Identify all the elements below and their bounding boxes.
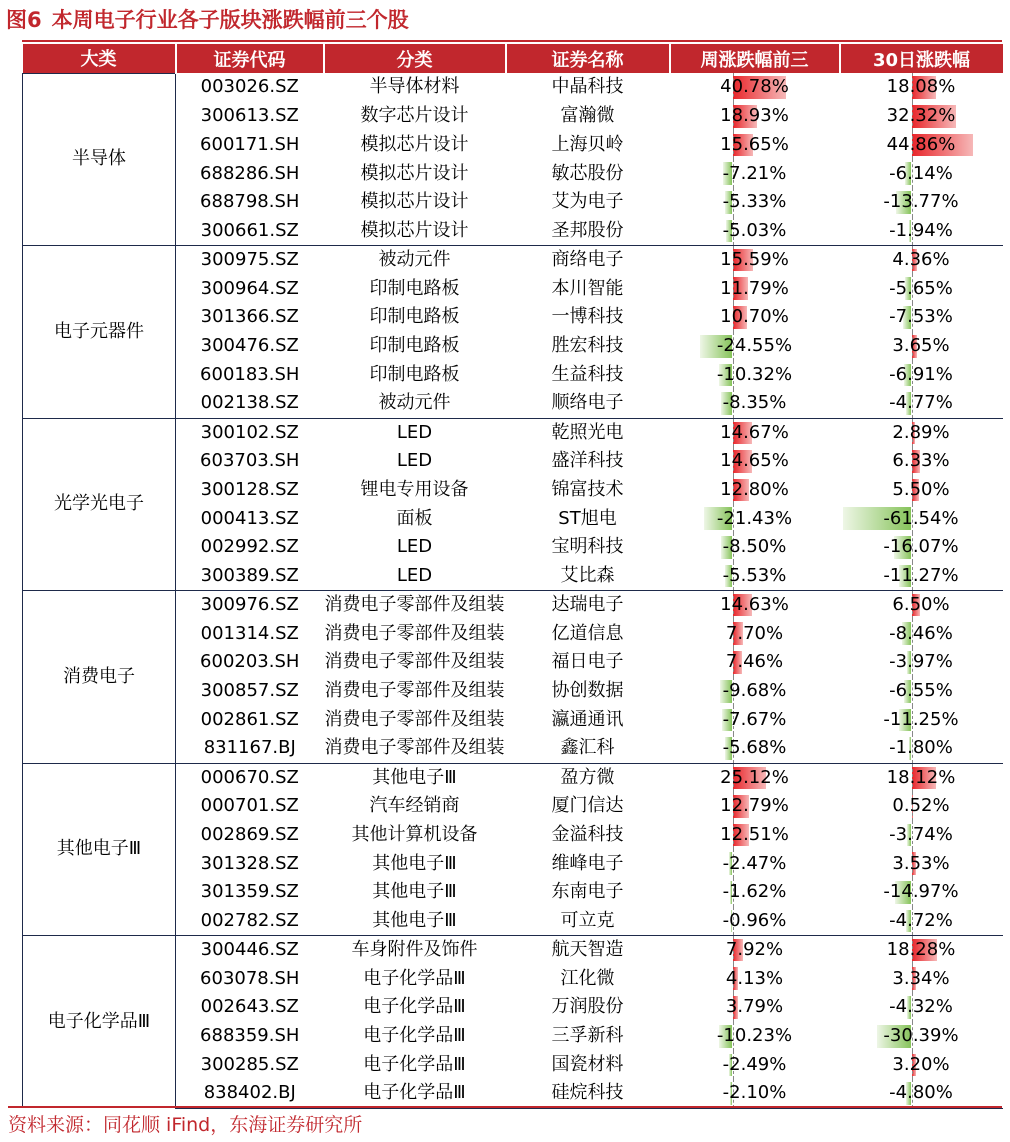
name-cell: 可立克: [506, 907, 670, 936]
week-change-value: -7.67%: [722, 708, 787, 730]
m30-change-cell: [840, 274, 1003, 303]
week-change-cell: [670, 936, 840, 965]
name-cell: 上海贝岭: [551, 133, 624, 155]
header-name: 证券名称: [506, 44, 670, 73]
subcategory-cell: 其他电子Ⅲ: [324, 907, 506, 936]
figure-title-text: 本周电子行业各子版块涨跌幅前三个股: [51, 8, 409, 32]
name-cell: 福日电子: [551, 651, 624, 673]
name-cell: 盈方微: [560, 766, 615, 788]
m30-change-value: 32.32%: [886, 105, 956, 127]
m30-change-cell: [840, 706, 1003, 735]
subcategory-cell: 电子化学品Ⅲ: [363, 1025, 466, 1047]
subcategory-cell: 印制电路板: [369, 277, 460, 299]
m30-change-value: -4.32%: [889, 996, 953, 1018]
m30-change-cell: [840, 188, 1003, 217]
name-cell: 乾照光电: [551, 421, 624, 443]
week-change-value: 14.65%: [720, 450, 789, 472]
header-subcategory: 分类: [324, 44, 506, 73]
code-cell: 600183.SH: [200, 363, 300, 385]
code-cell: 003026.SZ: [200, 76, 299, 98]
subcategory-cell: 其他计算机设备: [351, 823, 478, 845]
name-cell: 中晶科技: [551, 76, 624, 98]
m30-change-cell: [840, 907, 1003, 936]
subcategory-cell: 电子化学品Ⅲ: [363, 996, 466, 1018]
week-change-value: 4.13%: [725, 967, 784, 989]
m30-change-value: 3.53%: [892, 852, 950, 874]
name-cell: 本川智能: [551, 277, 624, 299]
m30-change-value: 2.89%: [892, 421, 950, 443]
subcategory-cell: 锂电专用设备: [360, 478, 469, 500]
week-change-value: 15.65%: [720, 133, 789, 155]
subcategory-cell: LED: [396, 536, 433, 558]
m30-change-value: 6.33%: [892, 450, 950, 472]
week-change-cell: [670, 591, 840, 620]
m30-change-cell: [840, 131, 1003, 160]
week-change-value: 10.70%: [720, 306, 789, 328]
week-change-cell: [670, 734, 840, 763]
code-cell: 300476.SZ: [200, 335, 299, 357]
m30-change-value: 3.34%: [892, 967, 950, 989]
subcategory-cell: LED: [396, 421, 433, 443]
subcategory-cell: 印制电路板: [369, 306, 460, 328]
week-change-value: -8.35%: [722, 392, 787, 414]
category-cell: 消费电子: [23, 591, 176, 764]
week-change-value: 15.59%: [720, 249, 789, 271]
name-cell: 胜宏科技: [551, 335, 624, 357]
name-cell: 国瓷材料: [551, 1053, 624, 1075]
source-note: 资料来源：同花顺 iFind，东海证券研究所: [8, 1114, 363, 1136]
code-cell: 300964.SZ: [200, 277, 299, 299]
code-cell: 002992.SZ: [200, 536, 299, 558]
week-change-cell: [670, 562, 840, 591]
week-change-cell: [670, 102, 840, 131]
code-cell: 000670.SZ: [200, 766, 299, 788]
week-change-value: 18.93%: [720, 105, 789, 127]
name-cell: 东南电子: [551, 881, 624, 903]
code-cell: 002782.SZ: [176, 907, 324, 936]
name-cell: 航天智造: [551, 939, 624, 961]
name-cell: 维峰电子: [551, 852, 624, 874]
code-cell: 300389.SZ: [176, 562, 324, 591]
week-change-cell: [670, 677, 840, 706]
subcategory-cell: 电子化学品Ⅲ: [324, 1079, 506, 1108]
m30-change-value: -13.77%: [883, 191, 959, 213]
subcategory-cell: 被动元件: [378, 249, 451, 271]
code-cell: 001314.SZ: [200, 622, 299, 644]
code-cell: 300976.SZ: [200, 594, 299, 616]
week-change-value: -5.53%: [722, 564, 787, 586]
figure-title: [6, 2, 409, 38]
week-change-value: -2.10%: [722, 1082, 787, 1104]
m30-change-value: -3.74%: [889, 823, 953, 845]
header-code: 证券代码: [176, 44, 324, 73]
m30-change-value: -16.07%: [883, 536, 959, 558]
m30-change-value: 6.50%: [892, 594, 950, 616]
week-change-cell: [670, 217, 840, 246]
week-change-value: -5.33%: [722, 191, 787, 213]
week-change-cell: [670, 706, 840, 735]
m30-change-value: -1.80%: [889, 737, 953, 759]
subcategory-cell: 消费电子零部件及组装: [324, 708, 505, 730]
week-change-cell: [670, 332, 840, 361]
m30-change-value: -30.39%: [883, 1025, 959, 1047]
name-cell: 敏芯股份: [551, 162, 624, 184]
week-change-cell: [670, 274, 840, 303]
m30-change-value: -7.53%: [889, 306, 953, 328]
m30-change-cell: [840, 476, 1003, 505]
name-cell: 圣邦股份: [506, 217, 670, 246]
table-body: [23, 73, 1003, 1108]
week-change-value: 25.12%: [720, 766, 789, 788]
week-change-value: -10.23%: [716, 1025, 793, 1047]
m30-change-cell: [840, 677, 1003, 706]
week-change-value: 14.63%: [720, 594, 789, 616]
m30-change-cell: [840, 936, 1003, 965]
week-change-cell: [670, 188, 840, 217]
table-row: [23, 246, 1003, 275]
table-row: [23, 418, 1003, 447]
code-cell: 000701.SZ: [200, 795, 299, 817]
code-cell: 600171.SH: [200, 133, 300, 155]
m30-change-cell: [840, 303, 1003, 332]
week-change-cell: [670, 131, 840, 160]
category-cell: 其他电子Ⅲ: [23, 763, 176, 936]
m30-change-cell: [840, 878, 1003, 907]
week-change-cell: [670, 619, 840, 648]
m30-change-value: -5.65%: [889, 277, 953, 299]
week-change-cell: [670, 246, 840, 275]
m30-change-value: 3.20%: [892, 1053, 950, 1075]
m30-change-cell: [840, 73, 1003, 102]
subcategory-cell: 电子化学品Ⅲ: [363, 1053, 466, 1075]
code-cell: 600203.SH: [200, 651, 300, 673]
subcategory-cell: 被动元件: [324, 389, 506, 418]
week-change-cell: [670, 792, 840, 821]
week-change-value: -2.49%: [722, 1053, 787, 1075]
week-change-value: 40.78%: [720, 76, 789, 98]
subcategory-cell: 消费电子零部件及组装: [324, 680, 505, 702]
subcategory-cell: 汽车经销商: [369, 795, 460, 817]
week-change-cell: [670, 1051, 840, 1080]
subcategory-cell: 其他电子Ⅲ: [372, 852, 457, 874]
name-cell: 江化微: [560, 967, 615, 989]
title-rule: [22, 40, 1002, 42]
subcategory-cell: 模拟芯片设计: [360, 133, 469, 155]
code-cell: 301366.SZ: [200, 306, 299, 328]
name-cell: 艾为电子: [551, 191, 624, 213]
m30-change-cell: [840, 648, 1003, 677]
code-cell: 300975.SZ: [200, 249, 299, 271]
code-cell: 300102.SZ: [200, 421, 299, 443]
name-cell: 三孚新科: [551, 1025, 624, 1047]
code-cell: 301328.SZ: [200, 852, 299, 874]
week-change-value: -1.62%: [722, 881, 787, 903]
code-cell: 688798.SH: [200, 191, 300, 213]
m30-change-value: -11.25%: [883, 708, 959, 730]
week-change-value: -10.32%: [716, 363, 793, 385]
week-change-value: -0.96%: [722, 909, 787, 931]
week-change-value: 12.79%: [720, 795, 789, 817]
code-cell: 688359.SH: [200, 1025, 300, 1047]
header-row: [23, 44, 1003, 73]
week-change-cell: [670, 1022, 840, 1051]
subcategory-cell: 消费电子零部件及组装: [324, 734, 506, 763]
week-change-cell: [670, 303, 840, 332]
m30-change-value: 18.08%: [886, 76, 956, 98]
m30-change-value: -61.54%: [883, 507, 959, 529]
m30-change-cell: [840, 763, 1003, 792]
name-cell: 万润股份: [551, 996, 624, 1018]
week-change-value: -21.43%: [716, 507, 793, 529]
m30-change-cell: [840, 792, 1003, 821]
m30-change-cell: [840, 993, 1003, 1022]
code-cell: 300857.SZ: [200, 680, 299, 702]
week-change-value: -8.50%: [722, 536, 787, 558]
m30-change-value: -11.27%: [883, 564, 959, 586]
category-cell: 电子化学品Ⅲ: [23, 936, 176, 1109]
m30-change-cell: [840, 389, 1003, 418]
code-cell: 688286.SH: [200, 162, 300, 184]
m30-change-value: -14.97%: [883, 881, 959, 903]
header-30d-change: 30日涨跌幅: [840, 44, 1003, 73]
code-cell: 603703.SH: [200, 450, 300, 472]
week-change-cell: [670, 821, 840, 850]
name-cell: 金溢科技: [551, 823, 624, 845]
code-cell: 300661.SZ: [176, 217, 324, 246]
m30-change-cell: [840, 1079, 1003, 1108]
m30-change-value: -8.46%: [889, 622, 953, 644]
m30-change-value: 3.65%: [892, 335, 950, 357]
category-cell: 电子元器件: [23, 246, 176, 419]
code-cell: 000413.SZ: [200, 507, 299, 529]
name-cell: 亿道信息: [551, 622, 624, 644]
name-cell: 协创数据: [551, 680, 624, 702]
subcategory-cell: 消费电子零部件及组装: [324, 651, 505, 673]
name-cell: 艾比森: [506, 562, 670, 591]
m30-change-value: 5.50%: [892, 478, 950, 500]
m30-change-value: -4.77%: [889, 392, 953, 414]
week-change-cell: [670, 418, 840, 447]
stock-table: [22, 44, 1003, 1109]
week-change-cell: [670, 993, 840, 1022]
subcategory-cell: 消费电子零部件及组装: [324, 622, 505, 644]
name-cell: 宝明科技: [551, 536, 624, 558]
m30-change-value: -4.80%: [889, 1082, 953, 1104]
m30-change-cell: [840, 332, 1003, 361]
subcategory-cell: 模拟芯片设计: [324, 217, 506, 246]
category-cell: 半导体: [23, 73, 176, 246]
week-change-cell: [670, 849, 840, 878]
week-change-value: -7.21%: [722, 162, 787, 184]
subcategory-cell: 数字芯片设计: [360, 105, 469, 127]
week-change-cell: [670, 964, 840, 993]
name-cell: 生益科技: [551, 363, 624, 385]
week-change-value: 14.67%: [720, 421, 789, 443]
code-cell: 002861.SZ: [200, 708, 299, 730]
code-cell: 838402.BJ: [176, 1079, 324, 1108]
code-cell: 300446.SZ: [200, 939, 299, 961]
m30-change-value: -1.94%: [889, 219, 953, 241]
code-cell: 831167.BJ: [176, 734, 324, 763]
subcategory-cell: LED: [396, 450, 433, 472]
table-row: [23, 763, 1003, 792]
code-cell: 301359.SZ: [200, 881, 299, 903]
category-cell: 光学光电子: [23, 418, 176, 591]
m30-change-value: 18.28%: [886, 939, 956, 961]
week-change-value: 3.79%: [725, 996, 784, 1018]
code-cell: 300128.SZ: [200, 478, 299, 500]
code-cell: 603078.SH: [200, 967, 300, 989]
name-cell: 锦富技术: [551, 478, 624, 500]
m30-change-cell: [840, 217, 1003, 246]
header-category: 大类: [23, 44, 176, 73]
name-cell: 盛洋科技: [551, 450, 624, 472]
m30-change-cell: [840, 361, 1003, 390]
m30-change-value: -6.91%: [889, 363, 953, 385]
subcategory-cell: LED: [324, 562, 506, 591]
week-change-value: -5.03%: [722, 219, 787, 241]
m30-change-value: -6.55%: [889, 680, 953, 702]
m30-change-cell: [840, 562, 1003, 591]
subcategory-cell: 印制电路板: [369, 363, 460, 385]
code-cell: 002138.SZ: [176, 389, 324, 418]
week-change-cell: [670, 504, 840, 533]
m30-change-value: 4.36%: [892, 249, 950, 271]
week-change-cell: [670, 1079, 840, 1108]
m30-change-cell: [840, 533, 1003, 562]
name-cell: 顺络电子: [506, 389, 670, 418]
m30-change-cell: [840, 102, 1003, 131]
m30-change-cell: [840, 821, 1003, 850]
m30-change-cell: [840, 447, 1003, 476]
m30-change-value: 18.12%: [886, 766, 956, 788]
week-change-cell: [670, 73, 840, 102]
week-change-cell: [670, 533, 840, 562]
m30-change-cell: [840, 1051, 1003, 1080]
week-change-value: 12.80%: [720, 478, 789, 500]
week-change-value: 7.70%: [725, 622, 784, 644]
week-change-value: 12.51%: [720, 823, 789, 845]
name-cell: 厦门信达: [551, 795, 624, 817]
m30-change-cell: [840, 159, 1003, 188]
week-change-value: -9.68%: [722, 680, 787, 702]
figure-number: 图6: [6, 8, 42, 32]
week-change-cell: [670, 763, 840, 792]
week-change-value: -5.68%: [722, 737, 787, 759]
week-change-cell: [670, 447, 840, 476]
name-cell: 鑫汇科: [506, 734, 670, 763]
subcategory-cell: 其他电子Ⅲ: [372, 766, 457, 788]
m30-change-cell: [840, 246, 1003, 275]
subcategory-cell: 电子化学品Ⅲ: [363, 967, 466, 989]
subcategory-cell: 面板: [396, 507, 433, 529]
week-change-value: 7.46%: [725, 651, 784, 673]
m30-change-cell: [840, 591, 1003, 620]
week-change-cell: [670, 907, 840, 936]
week-change-cell: [670, 648, 840, 677]
name-cell: 商络电子: [551, 249, 624, 271]
code-cell: 300285.SZ: [200, 1053, 299, 1075]
m30-change-value: 0.52%: [892, 795, 950, 817]
table-row: [23, 591, 1003, 620]
m30-change-cell: [840, 418, 1003, 447]
m30-change-value: 44.86%: [886, 133, 956, 155]
m30-change-value: -3.97%: [889, 651, 953, 673]
name-cell: 富瀚微: [560, 105, 615, 127]
week-change-value: -24.55%: [716, 335, 793, 357]
week-change-value: 7.92%: [725, 939, 784, 961]
name-cell: ST旭电: [558, 507, 617, 529]
week-change-value: 11.79%: [720, 277, 789, 299]
subcategory-cell: 印制电路板: [369, 335, 460, 357]
m30-change-value: -4.72%: [889, 909, 953, 931]
week-change-value: -2.47%: [722, 852, 787, 874]
subcategory-cell: 半导体材料: [369, 76, 460, 98]
m30-change-cell: [840, 964, 1003, 993]
subcategory-cell: 其他电子Ⅲ: [372, 881, 457, 903]
m30-change-cell: [840, 504, 1003, 533]
subcategory-cell: 消费电子零部件及组装: [324, 594, 505, 616]
m30-change-cell: [840, 734, 1003, 763]
name-cell: 硅烷科技: [506, 1079, 670, 1108]
header-week-change: 周涨跌幅前三: [670, 44, 840, 73]
m30-change-value: -6.14%: [889, 162, 953, 184]
subcategory-cell: 模拟芯片设计: [360, 162, 469, 184]
week-change-cell: [670, 878, 840, 907]
week-change-cell: [670, 389, 840, 418]
m30-change-cell: [840, 619, 1003, 648]
code-cell: 300613.SZ: [200, 105, 299, 127]
name-cell: 一博科技: [551, 306, 624, 328]
code-cell: 002869.SZ: [200, 823, 299, 845]
m30-change-cell: [840, 1022, 1003, 1051]
table-row: [23, 936, 1003, 965]
code-cell: 002643.SZ: [200, 996, 299, 1018]
name-cell: 达瑞电子: [551, 594, 624, 616]
week-change-cell: [670, 361, 840, 390]
week-change-cell: [670, 159, 840, 188]
subcategory-cell: 车身附件及饰件: [351, 939, 478, 961]
m30-change-cell: [840, 849, 1003, 878]
table-row: [23, 73, 1003, 102]
bottom-rule: [8, 1106, 1002, 1108]
week-change-cell: [670, 476, 840, 505]
name-cell: 瀛通通讯: [551, 708, 624, 730]
subcategory-cell: 模拟芯片设计: [360, 191, 469, 213]
